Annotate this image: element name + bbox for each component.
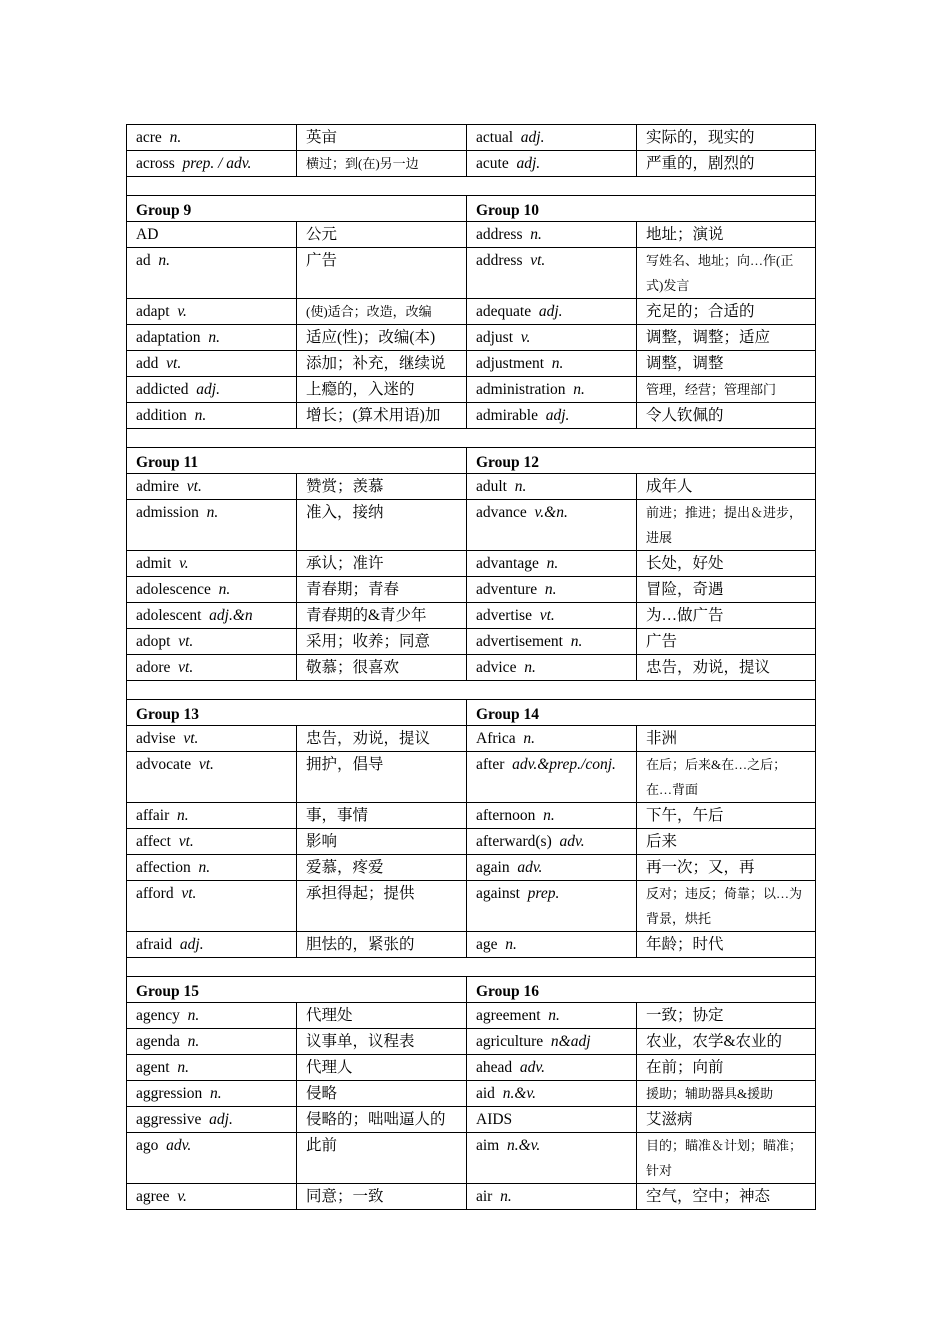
word-text: Africa	[476, 730, 516, 747]
part-of-speech: v.	[177, 303, 187, 320]
word-cell	[127, 151, 297, 177]
vocabulary-table-body	[127, 125, 816, 1210]
word-text: address	[476, 252, 523, 269]
word-text: again	[476, 859, 510, 876]
word-cell	[127, 855, 297, 881]
definition-cell: 令人钦佩的	[637, 403, 816, 429]
part-of-speech: n.	[208, 329, 220, 346]
definition-cell: 目的；瞄准＆计划；瞄准；针对	[637, 1133, 816, 1184]
part-of-speech: prep. / adv.	[182, 155, 252, 172]
word-text: affection	[136, 859, 191, 876]
definition-cell: 采用；收养；同意	[297, 629, 467, 655]
part-of-speech: n.	[544, 581, 557, 598]
part-of-speech: adv.	[517, 859, 543, 876]
definition-cell: 前进；推进；提出＆进步，进展	[637, 500, 816, 551]
definition-cell: 拥护，倡导	[297, 752, 467, 803]
word-cell	[127, 222, 297, 248]
part-of-speech: adv.	[519, 1059, 545, 1076]
definition-cell: 同意；一致	[297, 1184, 467, 1210]
part-of-speech: n.	[514, 478, 527, 495]
spacer-cell	[127, 177, 816, 196]
word-cell	[467, 248, 637, 299]
spacer-row	[127, 958, 816, 977]
group-heading: Group 11	[127, 448, 467, 474]
vocab-row	[127, 881, 816, 932]
word-cell	[467, 325, 637, 351]
part-of-speech: adj.	[209, 1111, 233, 1128]
part-of-speech: n.&v.	[502, 1085, 536, 1102]
vocab-row	[127, 248, 816, 299]
word-cell	[467, 299, 637, 325]
spacer-cell	[127, 958, 816, 977]
word-text: advance	[476, 504, 527, 521]
word-cell	[467, 222, 637, 248]
word-text: aim	[476, 1137, 500, 1154]
part-of-speech: n.	[206, 504, 219, 521]
word-text: agenda	[136, 1033, 180, 1050]
word-text: actual	[476, 129, 514, 146]
word-cell	[127, 577, 297, 603]
word-text: ago	[136, 1137, 159, 1154]
part-of-speech: v.	[177, 1188, 187, 1205]
word-cell	[127, 1029, 297, 1055]
word-text: acre	[136, 129, 162, 146]
word-cell	[127, 551, 297, 577]
word-text: admirable	[476, 407, 538, 424]
part-of-speech: n.	[546, 555, 559, 572]
part-of-speech: n.	[543, 807, 555, 824]
word-cell	[467, 500, 637, 551]
part-of-speech: n.	[187, 1007, 200, 1024]
definition-cell: 为…做广告	[637, 603, 816, 629]
part-of-speech: n.	[177, 1059, 189, 1076]
definition-cell: 增长；(算术用语)加	[297, 403, 467, 429]
definition-cell: 此前	[297, 1133, 467, 1184]
part-of-speech: n&adj	[550, 1033, 591, 1050]
word-text: afterward(s)	[476, 833, 552, 850]
word-cell	[127, 403, 297, 429]
part-of-speech: n.	[530, 226, 542, 243]
definition-cell: 事，事情	[297, 803, 467, 829]
definition-cell: 再一次；又，再	[637, 855, 816, 881]
vocab-row	[127, 151, 816, 177]
definition-cell: 下午，午后	[637, 803, 816, 829]
part-of-speech: adj.	[538, 303, 563, 320]
definition-cell: 一致；协定	[637, 1003, 816, 1029]
definition-cell: 地址；演说	[637, 222, 816, 248]
word-text: advantage	[476, 555, 539, 572]
part-of-speech: adv.	[166, 1137, 192, 1154]
definition-cell: 赞赏；羡慕	[297, 474, 467, 500]
vocab-row	[127, 1081, 816, 1107]
definition-cell: 上瘾的，入迷的	[297, 377, 467, 403]
definition-cell: 青春期；青春	[297, 577, 467, 603]
word-text: affect	[136, 833, 171, 850]
vocab-row	[127, 1003, 816, 1029]
part-of-speech: adv.&prep./conj.	[512, 756, 616, 773]
word-cell	[467, 577, 637, 603]
part-of-speech: n.	[505, 936, 517, 953]
group-header-row	[127, 448, 816, 474]
part-of-speech: adj.	[179, 936, 204, 953]
group-header-row	[127, 700, 816, 726]
part-of-speech: n.	[187, 1033, 200, 1050]
vocab-row	[127, 474, 816, 500]
word-text: adequate	[476, 303, 532, 320]
word-text: adaptation	[136, 329, 201, 346]
vocab-row	[127, 500, 816, 551]
vocab-row	[127, 752, 816, 803]
word-cell	[127, 881, 297, 932]
word-text: advise	[136, 730, 176, 747]
word-cell	[467, 629, 637, 655]
word-cell	[467, 551, 637, 577]
vocab-row	[127, 803, 816, 829]
vocab-row	[127, 1184, 816, 1210]
word-text: agriculture	[476, 1033, 544, 1050]
word-text: adjustment	[476, 355, 545, 372]
word-cell	[467, 1107, 637, 1133]
definition-cell: 议事单，议程表	[297, 1029, 467, 1055]
word-cell	[467, 151, 637, 177]
definition-cell: 非洲	[637, 726, 816, 752]
group-heading: Group 15	[127, 977, 467, 1003]
part-of-speech: vt.	[178, 659, 194, 676]
part-of-speech: adj.	[545, 407, 570, 424]
word-cell	[127, 603, 297, 629]
definition-cell: 青春期的&青少年	[297, 603, 467, 629]
part-of-speech: v.&n.	[534, 504, 568, 521]
part-of-speech: vt.	[183, 730, 199, 747]
group-heading: Group 10	[467, 196, 816, 222]
group-heading: Group 9	[127, 196, 467, 222]
definition-cell: 爱慕，疼爱	[297, 855, 467, 881]
part-of-speech: v.	[520, 329, 531, 346]
part-of-speech: vt.	[186, 478, 202, 495]
vocab-row	[127, 1133, 816, 1184]
word-cell	[467, 752, 637, 803]
word-cell	[127, 1003, 297, 1029]
word-text: adopt	[136, 633, 171, 650]
vocab-row	[127, 325, 816, 351]
definition-cell: 承认；准许	[297, 551, 467, 577]
part-of-speech: n.	[573, 381, 585, 398]
word-cell	[127, 629, 297, 655]
part-of-speech: vt.	[530, 252, 546, 269]
word-text: agent	[136, 1059, 170, 1076]
word-cell	[467, 932, 637, 958]
word-cell	[127, 1107, 297, 1133]
vocabulary-table	[126, 124, 816, 1210]
definition-cell: 后来	[637, 829, 816, 855]
word-text: age	[476, 936, 498, 953]
definition-cell: 艾滋病	[637, 1107, 816, 1133]
vocab-row	[127, 829, 816, 855]
word-cell	[467, 855, 637, 881]
definition-cell: 在前；向前	[637, 1055, 816, 1081]
word-cell	[467, 829, 637, 855]
word-text: advocate	[136, 756, 192, 773]
group-heading: Group 14	[467, 700, 816, 726]
word-cell	[127, 752, 297, 803]
vocab-row	[127, 1029, 816, 1055]
definition-cell: 适应(性)；改编(本)	[297, 325, 467, 351]
word-text: adventure	[476, 581, 538, 598]
part-of-speech: adj.	[520, 129, 545, 146]
definition-cell: 胆怯的，紧张的	[297, 932, 467, 958]
definition-cell: 年龄；时代	[637, 932, 816, 958]
word-cell	[127, 655, 297, 681]
word-text: adore	[136, 659, 171, 676]
part-of-speech: n.	[169, 129, 182, 146]
vocab-row	[127, 932, 816, 958]
word-cell	[127, 474, 297, 500]
word-text: adult	[476, 478, 507, 495]
definition-cell: 调整，调整	[637, 351, 816, 377]
definition-cell: (使)适合；改造，改编	[297, 299, 467, 325]
word-cell	[127, 248, 297, 299]
definition-cell: 成年人	[637, 474, 816, 500]
word-text: aid	[476, 1085, 495, 1102]
group-heading: Group 13	[127, 700, 467, 726]
word-text: ad	[136, 252, 151, 269]
word-cell	[467, 403, 637, 429]
word-cell	[127, 351, 297, 377]
vocab-row	[127, 603, 816, 629]
definition-cell: 公元	[297, 222, 467, 248]
part-of-speech: n.	[198, 859, 211, 876]
word-cell	[467, 1003, 637, 1029]
definition-cell: 敬慕；很喜欢	[297, 655, 467, 681]
word-cell	[127, 1184, 297, 1210]
definition-cell: 援助；辅助器具&援助	[637, 1081, 816, 1107]
spacer-row	[127, 177, 816, 196]
word-text: aggression	[136, 1085, 203, 1102]
vocab-row	[127, 1107, 816, 1133]
part-of-speech: n.	[570, 633, 583, 650]
word-cell	[467, 603, 637, 629]
vocab-row	[127, 577, 816, 603]
word-text: advertise	[476, 607, 532, 624]
word-cell	[467, 1081, 637, 1107]
word-text: administration	[476, 381, 566, 398]
word-text: air	[476, 1188, 493, 1205]
definition-cell: 准入，接纳	[297, 500, 467, 551]
part-of-speech: adv.	[559, 833, 585, 850]
word-cell	[127, 803, 297, 829]
part-of-speech: vt.	[178, 633, 194, 650]
vocab-row	[127, 855, 816, 881]
part-of-speech: vt.	[166, 355, 182, 372]
definition-cell: 在后；后来&在…之后；在…背面	[637, 752, 816, 803]
part-of-speech: v.	[179, 555, 189, 572]
word-cell	[467, 474, 637, 500]
word-text: agency	[136, 1007, 180, 1024]
word-text: ahead	[476, 1059, 513, 1076]
group-heading: Group 12	[467, 448, 816, 474]
word-text: advice	[476, 659, 517, 676]
word-cell	[467, 881, 637, 932]
definition-cell: 侵略的；咄咄逼人的	[297, 1107, 467, 1133]
word-cell	[467, 377, 637, 403]
group-heading: Group 16	[467, 977, 816, 1003]
definition-cell: 写姓名、地址；向…作(正式)发言	[637, 248, 816, 299]
part-of-speech: n.	[194, 407, 207, 424]
word-cell	[127, 325, 297, 351]
word-cell	[127, 299, 297, 325]
word-text: add	[136, 355, 159, 372]
part-of-speech: n.	[210, 1085, 222, 1102]
word-cell	[467, 125, 637, 151]
word-text: adolescent	[136, 607, 202, 624]
definition-cell: 反对；违反；倚靠；以…为背景，烘托	[637, 881, 816, 932]
word-text: advertisement	[476, 633, 563, 650]
word-text: adolescence	[136, 581, 211, 598]
vocab-row	[127, 125, 816, 151]
definition-cell: 影响	[297, 829, 467, 855]
part-of-speech: adj.	[516, 155, 541, 172]
definition-cell: 代理人	[297, 1055, 467, 1081]
spacer-cell	[127, 681, 816, 700]
part-of-speech: n.	[177, 807, 189, 824]
definition-cell: 英亩	[297, 125, 467, 151]
definition-cell: 侵略	[297, 1081, 467, 1107]
part-of-speech: vt.	[181, 885, 197, 902]
group-header-row	[127, 196, 816, 222]
part-of-speech: adj.	[196, 381, 220, 398]
word-text: afford	[136, 885, 174, 902]
vocab-row	[127, 726, 816, 752]
vocab-row	[127, 299, 816, 325]
word-text: aggressive	[136, 1111, 202, 1128]
word-cell	[467, 803, 637, 829]
word-cell	[127, 1081, 297, 1107]
word-text: across	[136, 155, 175, 172]
word-text: against	[476, 885, 520, 902]
vocab-row	[127, 629, 816, 655]
word-text: agreement	[476, 1007, 541, 1024]
part-of-speech: vt.	[539, 607, 555, 624]
word-cell	[467, 726, 637, 752]
word-text: admit	[136, 555, 172, 572]
word-text: afternoon	[476, 807, 536, 824]
definition-cell: 管理，经营；管理部门	[637, 377, 816, 403]
spacer-row	[127, 429, 816, 448]
word-cell	[127, 829, 297, 855]
vocab-row	[127, 403, 816, 429]
definition-cell: 广告	[297, 248, 467, 299]
definition-cell: 忠告，劝说，提议	[297, 726, 467, 752]
word-text: agree	[136, 1188, 170, 1205]
definition-cell: 长处，好处	[637, 551, 816, 577]
word-text: affair	[136, 807, 170, 824]
part-of-speech: n.&v.	[507, 1137, 541, 1154]
word-cell	[467, 1029, 637, 1055]
definition-cell: 横过；到(在)另一边	[297, 151, 467, 177]
definition-cell: 空气，空中；神态	[637, 1184, 816, 1210]
definition-cell: 添加；补充，继续说	[297, 351, 467, 377]
part-of-speech: n.	[218, 581, 231, 598]
word-text: afraid	[136, 936, 173, 953]
definition-cell: 承担得起；提供	[297, 881, 467, 932]
vocab-row	[127, 655, 816, 681]
word-text: admire	[136, 478, 180, 495]
vocab-row	[127, 1055, 816, 1081]
word-cell	[127, 500, 297, 551]
vocab-row	[127, 377, 816, 403]
word-text: acute	[476, 155, 509, 172]
definition-cell: 忠告，劝说，提议	[637, 655, 816, 681]
part-of-speech: n.	[158, 252, 171, 269]
part-of-speech: n.	[500, 1188, 512, 1205]
word-text: addicted	[136, 381, 189, 398]
word-cell	[127, 932, 297, 958]
part-of-speech: vt.	[178, 833, 194, 850]
word-text: after	[476, 756, 505, 773]
definition-cell: 充足的；合适的	[637, 299, 816, 325]
word-text: addition	[136, 407, 187, 424]
word-cell	[467, 1184, 637, 1210]
word-cell	[467, 351, 637, 377]
definition-cell: 广告	[637, 629, 816, 655]
word-cell	[127, 1133, 297, 1184]
part-of-speech: vt.	[198, 756, 214, 773]
spacer-row	[127, 681, 816, 700]
word-cell	[127, 726, 297, 752]
spacer-cell	[127, 429, 816, 448]
word-text: adapt	[136, 303, 170, 320]
definition-cell: 调整，调整；适应	[637, 325, 816, 351]
vocab-row	[127, 351, 816, 377]
word-cell	[127, 125, 297, 151]
vocab-row	[127, 551, 816, 577]
definition-cell: 代理处	[297, 1003, 467, 1029]
word-cell	[467, 655, 637, 681]
word-cell	[467, 1133, 637, 1184]
definition-cell: 农业，农学&农业的	[637, 1029, 816, 1055]
word-cell	[127, 1055, 297, 1081]
part-of-speech: prep.	[527, 885, 560, 902]
part-of-speech: n.	[524, 659, 536, 676]
word-text: AIDS	[476, 1111, 513, 1128]
vocab-row	[127, 222, 816, 248]
definition-cell: 严重的，剧烈的	[637, 151, 816, 177]
word-text: adjust	[476, 329, 514, 346]
definition-cell: 冒险，奇遇	[637, 577, 816, 603]
part-of-speech: n.	[551, 355, 564, 372]
part-of-speech: adj.&n	[209, 607, 253, 624]
word-cell	[127, 377, 297, 403]
group-header-row	[127, 977, 816, 1003]
definition-cell: 实际的，现实的	[637, 125, 816, 151]
part-of-speech: n.	[548, 1007, 560, 1024]
word-text: address	[476, 226, 523, 243]
word-cell	[467, 1055, 637, 1081]
word-text: AD	[136, 226, 159, 243]
word-text: admission	[136, 504, 199, 521]
part-of-speech: n.	[523, 730, 535, 747]
